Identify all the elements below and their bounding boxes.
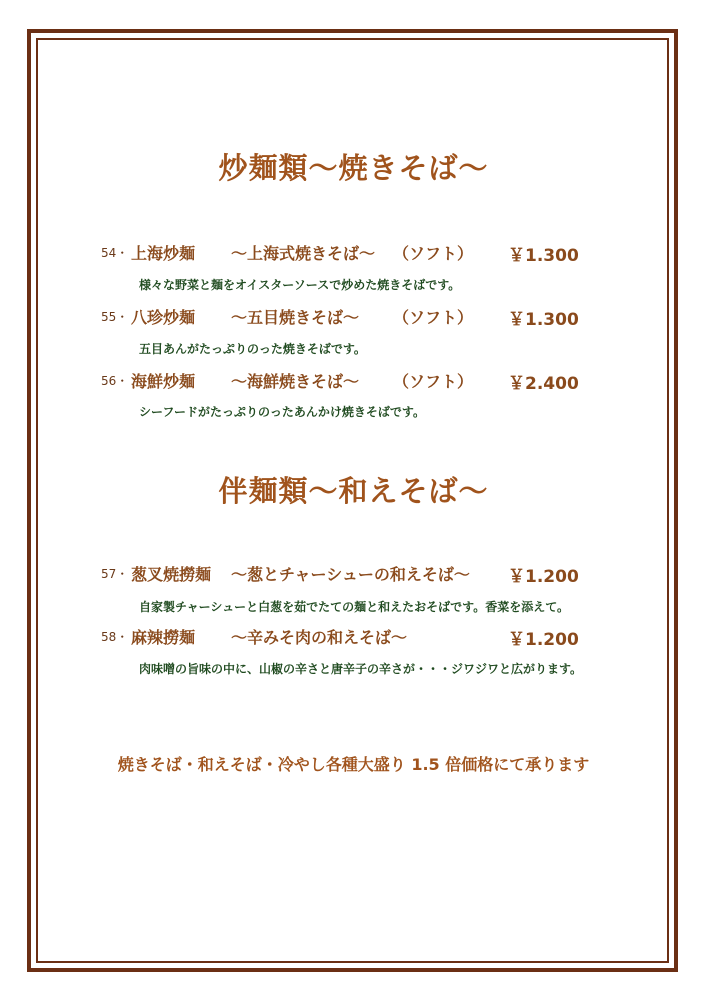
item-price: ￥1.300 bbox=[508, 310, 579, 330]
item-kind: （ソフト） bbox=[393, 308, 474, 327]
item-description-57: 自家製チャーシューと白葱を茹でたての麺と和えたおそばです。香菜を添えて。 bbox=[139, 600, 569, 614]
item-number: 55・ bbox=[101, 310, 129, 324]
section-title-yakisoba: 炒麺類～焼きそば～ bbox=[218, 151, 489, 185]
item-number: 57・ bbox=[101, 567, 129, 581]
item-subtitle: ～葱とチャーシューの和えそば～ bbox=[231, 565, 470, 584]
menu-item-57 bbox=[0, 562, 707, 587]
item-name: 八珍炒麺 bbox=[131, 308, 196, 327]
menu-item-56 bbox=[0, 369, 707, 394]
item-subtitle: ～上海式焼きそば～ bbox=[231, 244, 376, 263]
item-price: ￥1.200 bbox=[508, 567, 579, 587]
item-kind: （ソフト） bbox=[393, 244, 474, 263]
item-number: 54・ bbox=[101, 246, 129, 260]
item-name: 上海炒麺 bbox=[131, 244, 196, 263]
item-name: 葱叉焼撈麺 bbox=[131, 565, 212, 584]
item-price: ￥2.400 bbox=[508, 374, 579, 394]
item-subtitle: ～辛みそ肉の和えそば～ bbox=[231, 628, 408, 647]
item-subtitle: ～五目焼きそば～ bbox=[231, 308, 360, 327]
item-price: ￥1.200 bbox=[508, 630, 579, 650]
menu-item-54 bbox=[0, 241, 707, 266]
large-portion-note: 焼きそば・和えそば・冷やし各種大盛り 1.5 倍価格にて承ります bbox=[117, 755, 590, 774]
item-number: 58・ bbox=[101, 630, 129, 644]
item-description-58: 肉味噌の旨味の中に、山椒の辛さと唐辛子の辛さが・・・ジワジワと広がります。 bbox=[139, 662, 583, 676]
item-number: 56・ bbox=[101, 374, 129, 388]
item-kind: （ソフト） bbox=[393, 372, 474, 391]
item-name: 海鮮炒麺 bbox=[131, 372, 196, 391]
menu-item-58 bbox=[0, 625, 707, 650]
section-title-aesoba: 伴麺類～和えそば～ bbox=[218, 474, 489, 508]
item-description-55: 五目あんがたっぷりのった焼きそばです。 bbox=[139, 342, 366, 356]
item-description-54: 様々な野菜と麺をオイスターソースで炒めた焼きそばです。 bbox=[139, 278, 461, 292]
item-subtitle: ～海鮮焼きそば～ bbox=[231, 372, 360, 391]
item-description-56: シーフードがたっぷりのったあんかけ焼きそばです。 bbox=[139, 405, 425, 419]
item-name: 麻辣撈麺 bbox=[131, 628, 196, 647]
menu-item-55 bbox=[0, 305, 707, 330]
item-price: ￥1.300 bbox=[508, 246, 579, 266]
